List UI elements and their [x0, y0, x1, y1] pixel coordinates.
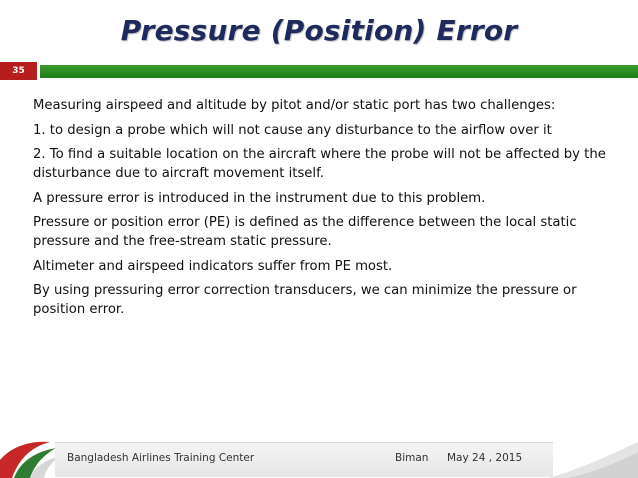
body-paragraph: Measuring airspeed and altitude by pitot and/or static port has two challenges: [33, 98, 556, 113]
footer-date: May 24 , 2015 [447, 452, 523, 464]
footer-brand: Biman [395, 452, 429, 464]
footer-organization: Bangladesh Airlines Training Center [67, 452, 255, 464]
slide-number: 35 [0, 62, 37, 80]
slide-body [33, 96, 613, 325]
body-paragraph: Altimeter and airspeed indicators suffer from PE most. [33, 258, 393, 274]
body-paragraph: 1. to design a probe which will not cause any disturbance to the airflow over it [33, 122, 552, 138]
title-underline-bar [40, 65, 638, 78]
body-paragraph: By using pressuring error correction transducers, we can minimize the pressure or position error. [33, 283, 577, 317]
body-paragraph: A pressure error is introduced in the instrument due to this problem. [33, 190, 486, 206]
slide-title: Pressure (Position) Error [120, 14, 518, 47]
body-paragraph: 2. To find a suitable location on the aircraft where the probe will not be affected by the disturbance due to aircraft movement itself. [33, 147, 606, 181]
footer-swoosh-decoration-icon [548, 440, 638, 478]
body-paragraph: Pressure or position error (PE) is defined as the difference between the local static pressure and the free-stream static pressure. [33, 215, 577, 249]
